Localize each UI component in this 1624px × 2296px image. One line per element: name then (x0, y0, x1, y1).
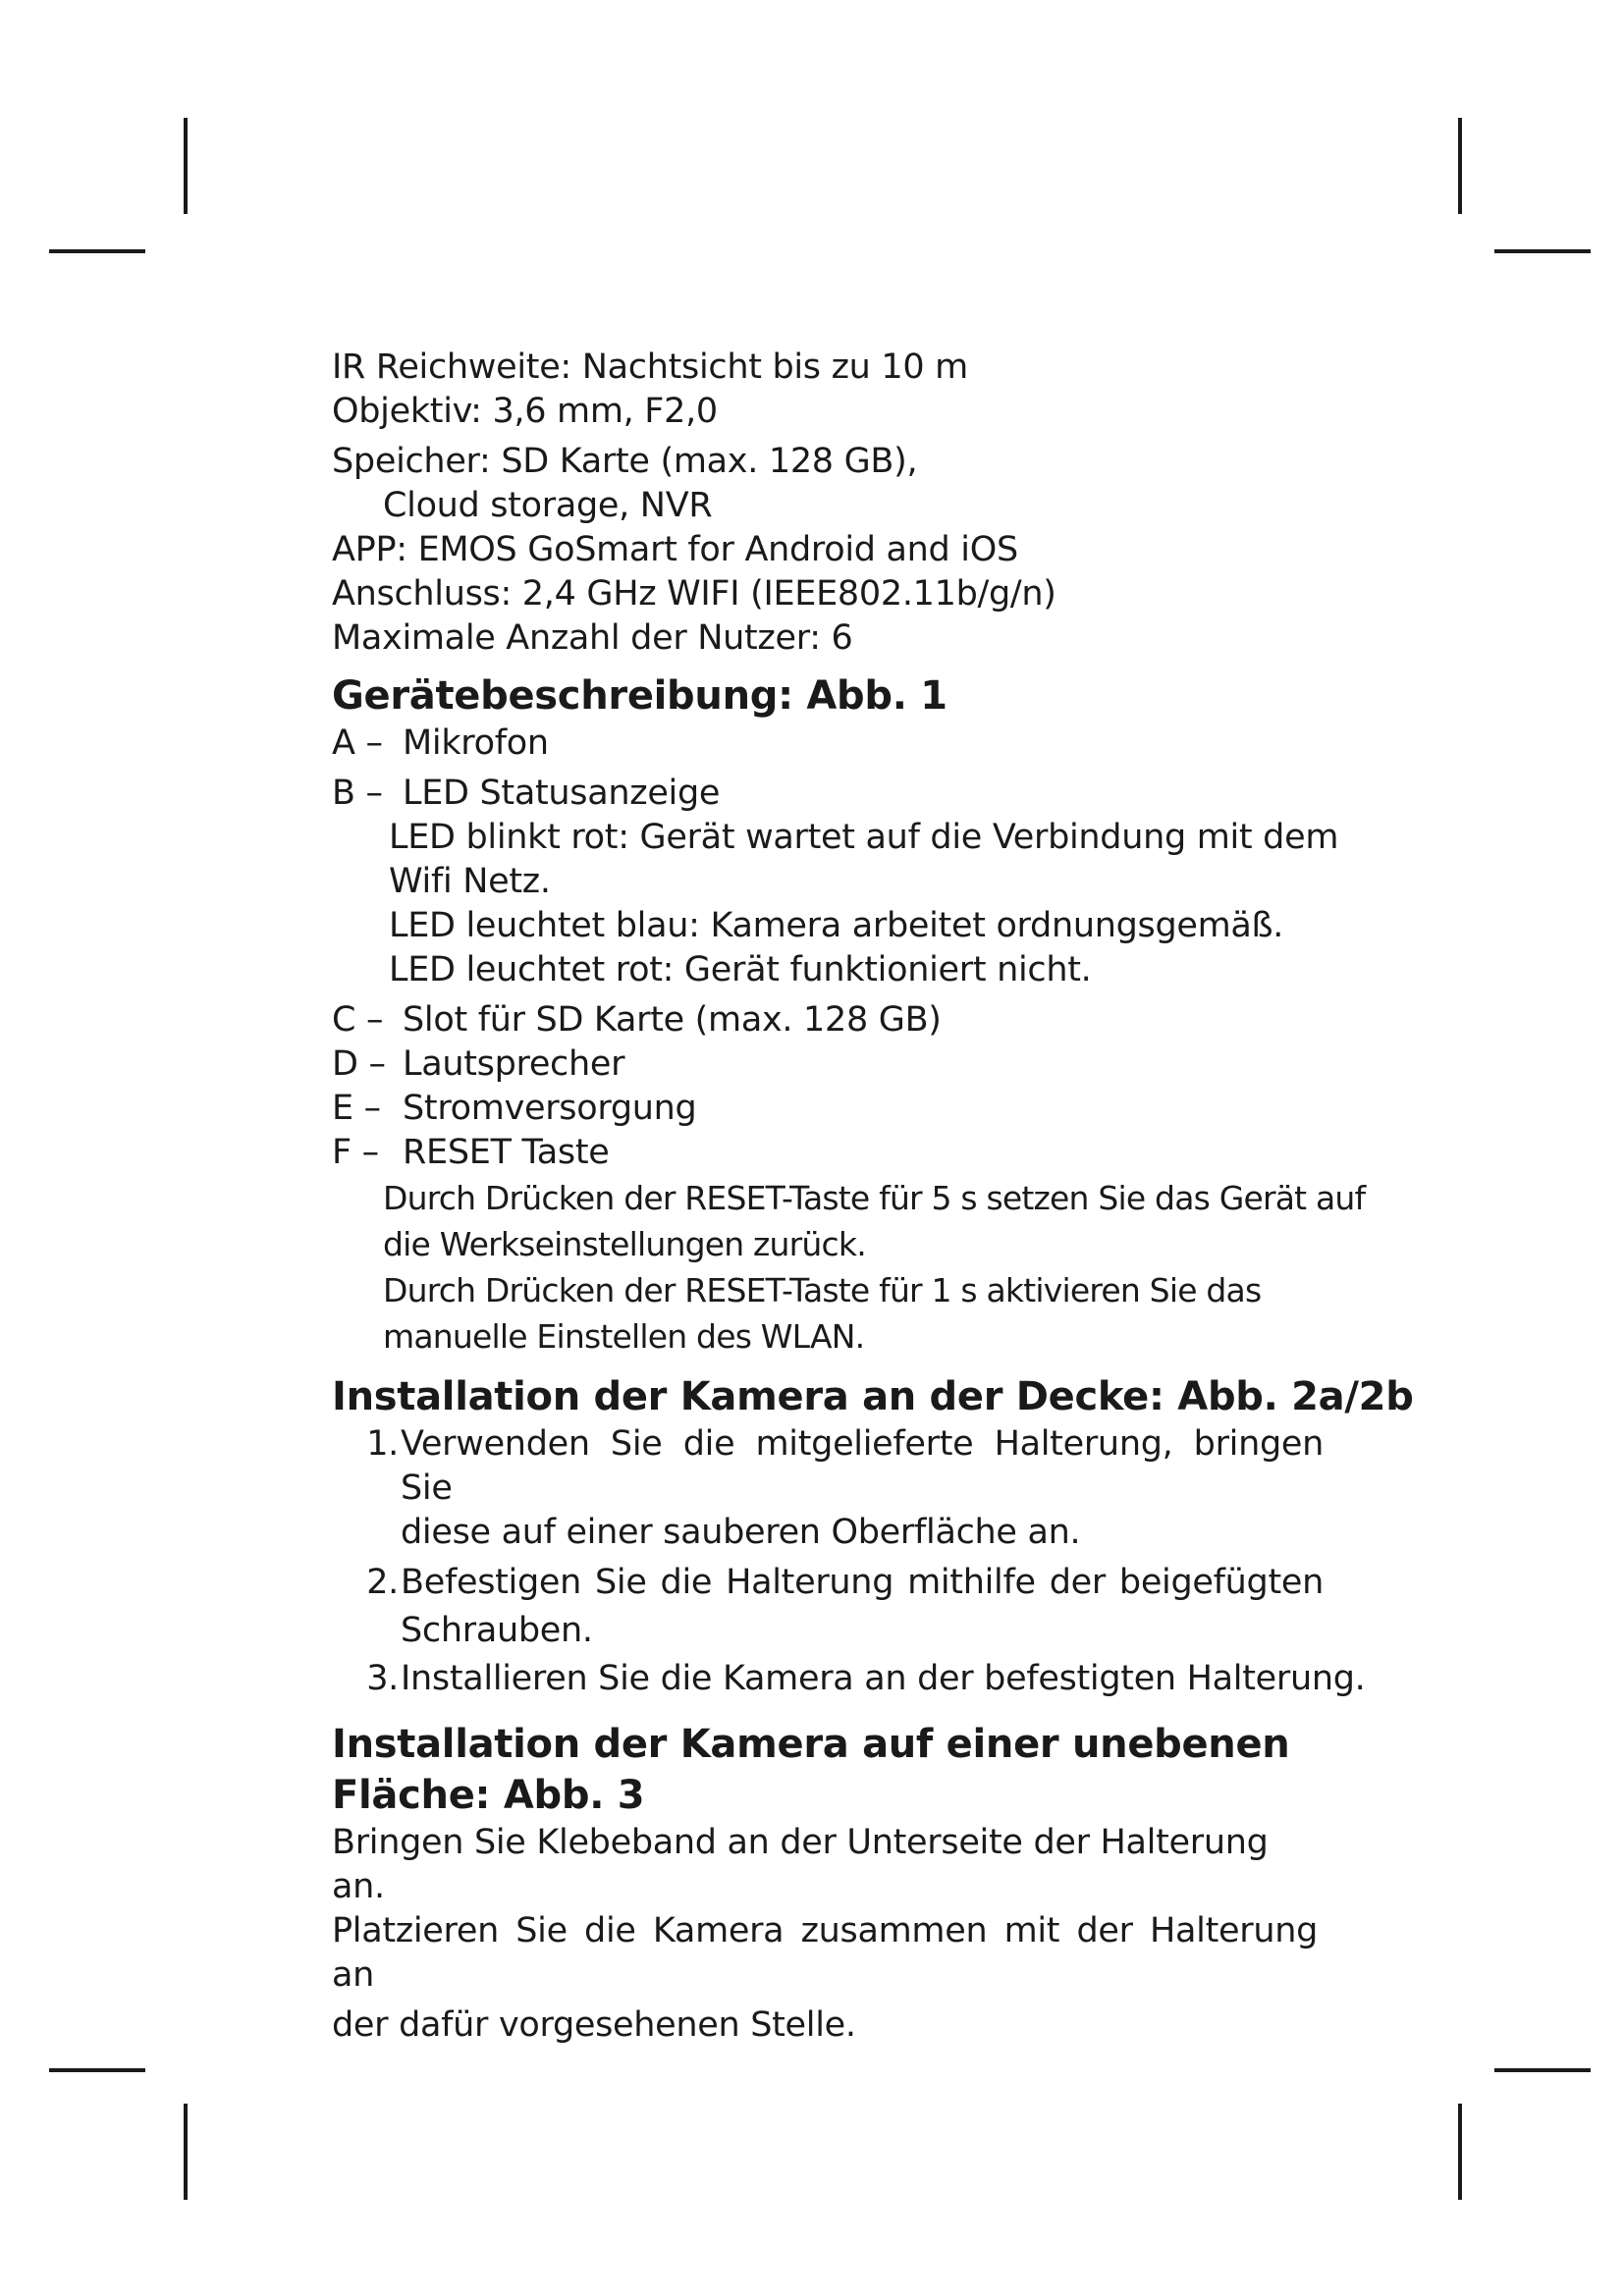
spec-connection: Anschluss: 2,4 GHz WIFI (IEEE802.11b/g/n) (332, 574, 1056, 614)
device-item-label: F – (332, 1133, 379, 1172)
step-number: 2. (366, 1563, 399, 1602)
crop-mark-bottom-left-horizontal (49, 2068, 145, 2072)
device-item-a (332, 721, 1324, 766)
reset-note: manuelle Einstellen des WLAN. (383, 1317, 865, 1356)
spec-max-users: Maximale Anzahl der Nutzer: 6 (332, 618, 853, 658)
specifications (332, 346, 1324, 661)
device-item-label: A – (332, 723, 383, 763)
crop-mark-top-left-vertical (184, 118, 188, 214)
device-description-heading: Gerätebeschreibung: Abb. 1 (332, 673, 947, 719)
device-item-text: Mikrofon (403, 723, 549, 763)
ceiling-step-2 (332, 1561, 1324, 1605)
crop-mark-top-left-horizontal (49, 249, 145, 253)
uneven-text: Bringen Sie Klebeband an der Unterseite der Halterung an. (332, 1823, 1269, 1906)
step-text: Verwenden Sie die mitgelieferte Halterung, bringen Sie (401, 1424, 1324, 1508)
device-item-b (332, 772, 1324, 816)
uneven-installation-heading: Installation der Kamera auf einer unebenen (332, 1722, 1290, 1767)
device-item-label: E – (332, 1089, 381, 1128)
led-note: LED leuchtet blau: Kamera arbeitet ordnungsgemäß. (389, 906, 1284, 945)
device-item-text: Lautsprecher (403, 1044, 625, 1084)
reset-note: die Werkseinstellungen zurück. (383, 1225, 866, 1263)
device-item-e (332, 1087, 1324, 1131)
crop-mark-top-right-horizontal (1494, 249, 1591, 253)
reset-note: Durch Drücken der RESET-Taste für 1 s aktivieren Sie das (383, 1271, 1262, 1309)
page-content (332, 346, 1414, 2048)
uneven-installation-heading-continued: Fläche: Abb. 3 (332, 1773, 645, 1818)
device-item-text: RESET Taste (403, 1133, 610, 1172)
step-number: 3. (366, 1659, 399, 1698)
uneven-installation (332, 1719, 1324, 2048)
device-item-f (332, 1131, 1324, 1175)
reset-note: Durch Drücken der RESET-Taste für 5 s setzen Sie das Gerät auf (383, 1179, 1366, 1217)
step-text: Befestigen Sie die Halterung mithilfe der beigefügten (401, 1563, 1324, 1602)
step-text-continued: Schrauben. (401, 1611, 593, 1650)
ceiling-installation (332, 1371, 1414, 1701)
ceiling-step-3 (332, 1657, 1366, 1701)
led-note: LED leuchtet rot: Gerät funktioniert nicht. (389, 950, 1092, 989)
spec-storage: Speicher: SD Karte (max. 128 GB), (332, 442, 918, 481)
step-number: 1. (366, 1424, 399, 1464)
crop-mark-bottom-right-horizontal (1494, 2068, 1591, 2072)
uneven-text: der dafür vorgesehenen Stelle. (332, 2005, 856, 2045)
device-item-label: D – (332, 1044, 386, 1084)
ceiling-installation-heading: Installation der Kamera an der Decke: Abb. 2a/2b (332, 1374, 1414, 1419)
device-item-text: LED Statusanzeige (403, 774, 721, 813)
spec-lens: Objektiv: 3,6 mm, F2,0 (332, 392, 718, 431)
device-item-label: C – (332, 1000, 384, 1040)
device-item-text: Slot für SD Karte (max. 128 GB) (403, 1000, 942, 1040)
spec-storage-continued: Cloud storage, NVR (383, 486, 713, 525)
device-description (332, 670, 1366, 1360)
crop-mark-bottom-right-vertical (1458, 2104, 1462, 2200)
led-note: Wifi Netz. (389, 862, 551, 901)
spec-app: APP: EMOS GoSmart for Android and iOS (332, 530, 1018, 569)
device-item-label: B – (332, 774, 383, 813)
uneven-text: Platzieren Sie die Kamera zusammen mit der Halterung an (332, 1911, 1318, 1995)
device-item-c (332, 998, 1324, 1042)
spec-ir-range: IR Reichweite: Nachtsicht bis zu 10 m (332, 347, 968, 387)
crop-mark-top-right-vertical (1458, 118, 1462, 214)
crop-mark-bottom-left-vertical (184, 2104, 188, 2200)
step-text-continued: diese auf einer sauberen Oberfläche an. (401, 1513, 1081, 1552)
led-note: LED blinkt rot: Gerät wartet auf die Verbindung mit dem (389, 818, 1339, 857)
ceiling-step-1 (332, 1422, 1324, 1511)
step-text: Installieren Sie die Kamera an der befestigten Halterung. (401, 1659, 1366, 1698)
device-item-d (332, 1042, 1324, 1087)
device-item-text: Stromversorgung (403, 1089, 697, 1128)
